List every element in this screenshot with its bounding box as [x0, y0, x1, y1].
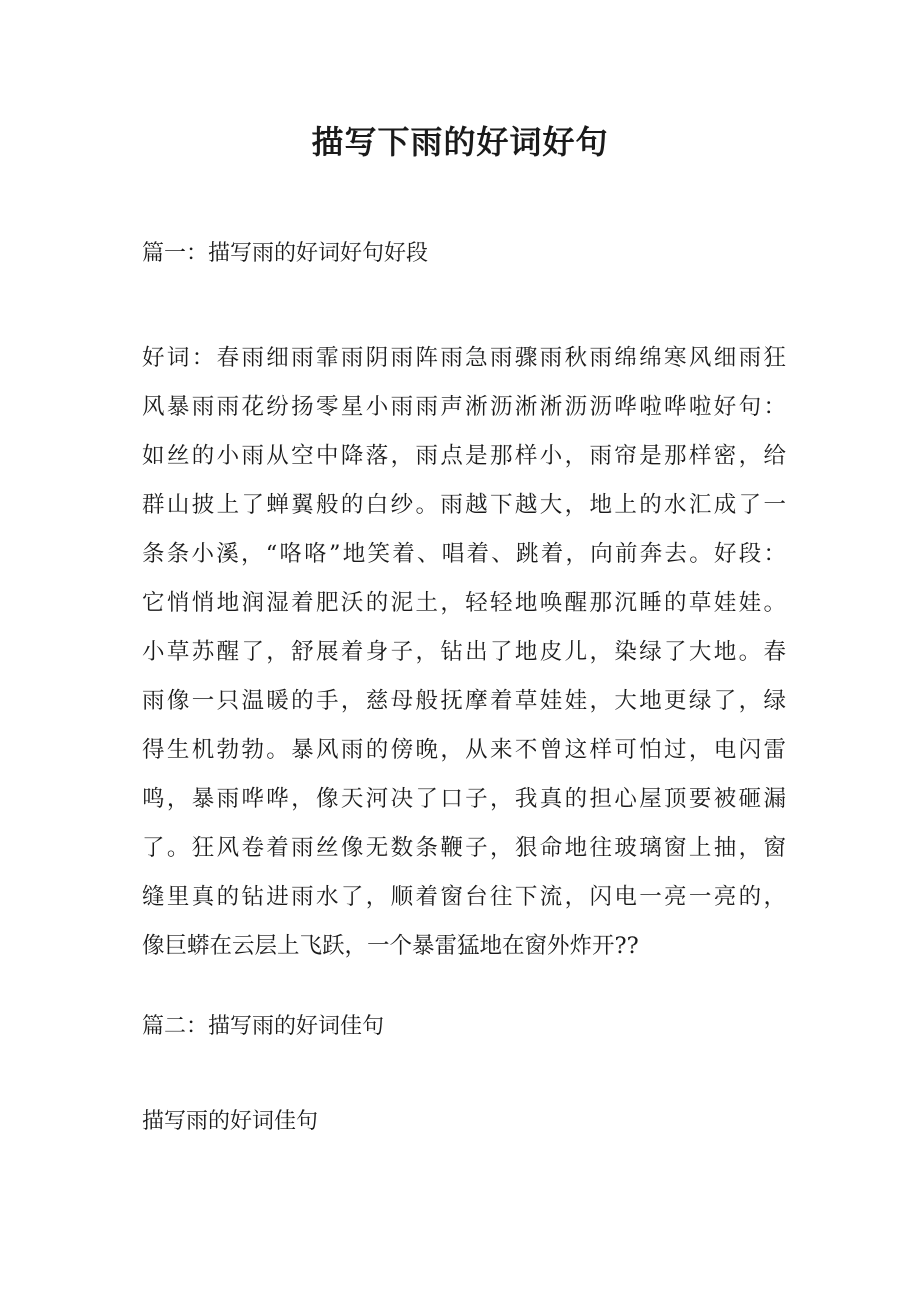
section-2-heading: 篇二：描写雨的好词佳句 — [142, 1014, 385, 1039]
body-line: 它悄悄地润湿着肥沃的泥土，轻轻地唤醒那沉睡的草娃娃。 — [142, 590, 786, 616]
body-line: 小草苏醒了，舒展着身子，钻出了地皮儿，染绿了大地。春 — [142, 639, 786, 665]
document-title: 描写下雨的好词好句 — [311, 123, 609, 161]
body-line: 缝里真的钻进雨水了，顺着窗台往下流，闪电一亮一亮的， — [142, 884, 786, 910]
body-line: 鸣，暴雨哗哗，像天河决了口子，我真的担心屋顶要被砸漏 — [142, 786, 786, 812]
body-line: 得生机勃勃。暴风雨的傍晚，从来不曾这样可怕过，电闪雷 — [142, 737, 786, 763]
body-line: 条条小溪，“咯咯”地笑着、唱着、跳着，向前奔去。好段： — [142, 541, 786, 567]
body-line: 风暴雨雨花纷扬零星小雨雨声淅沥淅淅沥沥哗啦哗啦好句： — [142, 394, 786, 420]
body-line: 雨像一只温暖的手，慈母般抚摩着草娃娃，大地更绿了，绿 — [142, 688, 786, 714]
body-line: 群山披上了蝉翼般的白纱。雨越下越大，地上的水汇成了一 — [142, 492, 786, 518]
section-2-subheading: 描写雨的好词佳句 — [142, 1109, 319, 1134]
section-1-body — [142, 334, 786, 971]
body-line: 了。狂风卷着雨丝像无数条鞭子，狠命地往玻璃窗上抽，窗 — [142, 835, 786, 861]
body-line: 好词：春雨细雨霏雨阴雨阵雨急雨骤雨秋雨绵绵寒风细雨狂 — [142, 345, 786, 371]
section-1-heading: 篇一：描写雨的好词好句好段 — [142, 241, 429, 266]
body-line: 像巨蟒在云层上飞跃，一个暴雷猛地在窗外炸开?? — [142, 933, 639, 959]
body-line: 如丝的小雨从空中降落，雨点是那样小，雨帘是那样密，给 — [142, 443, 786, 469]
